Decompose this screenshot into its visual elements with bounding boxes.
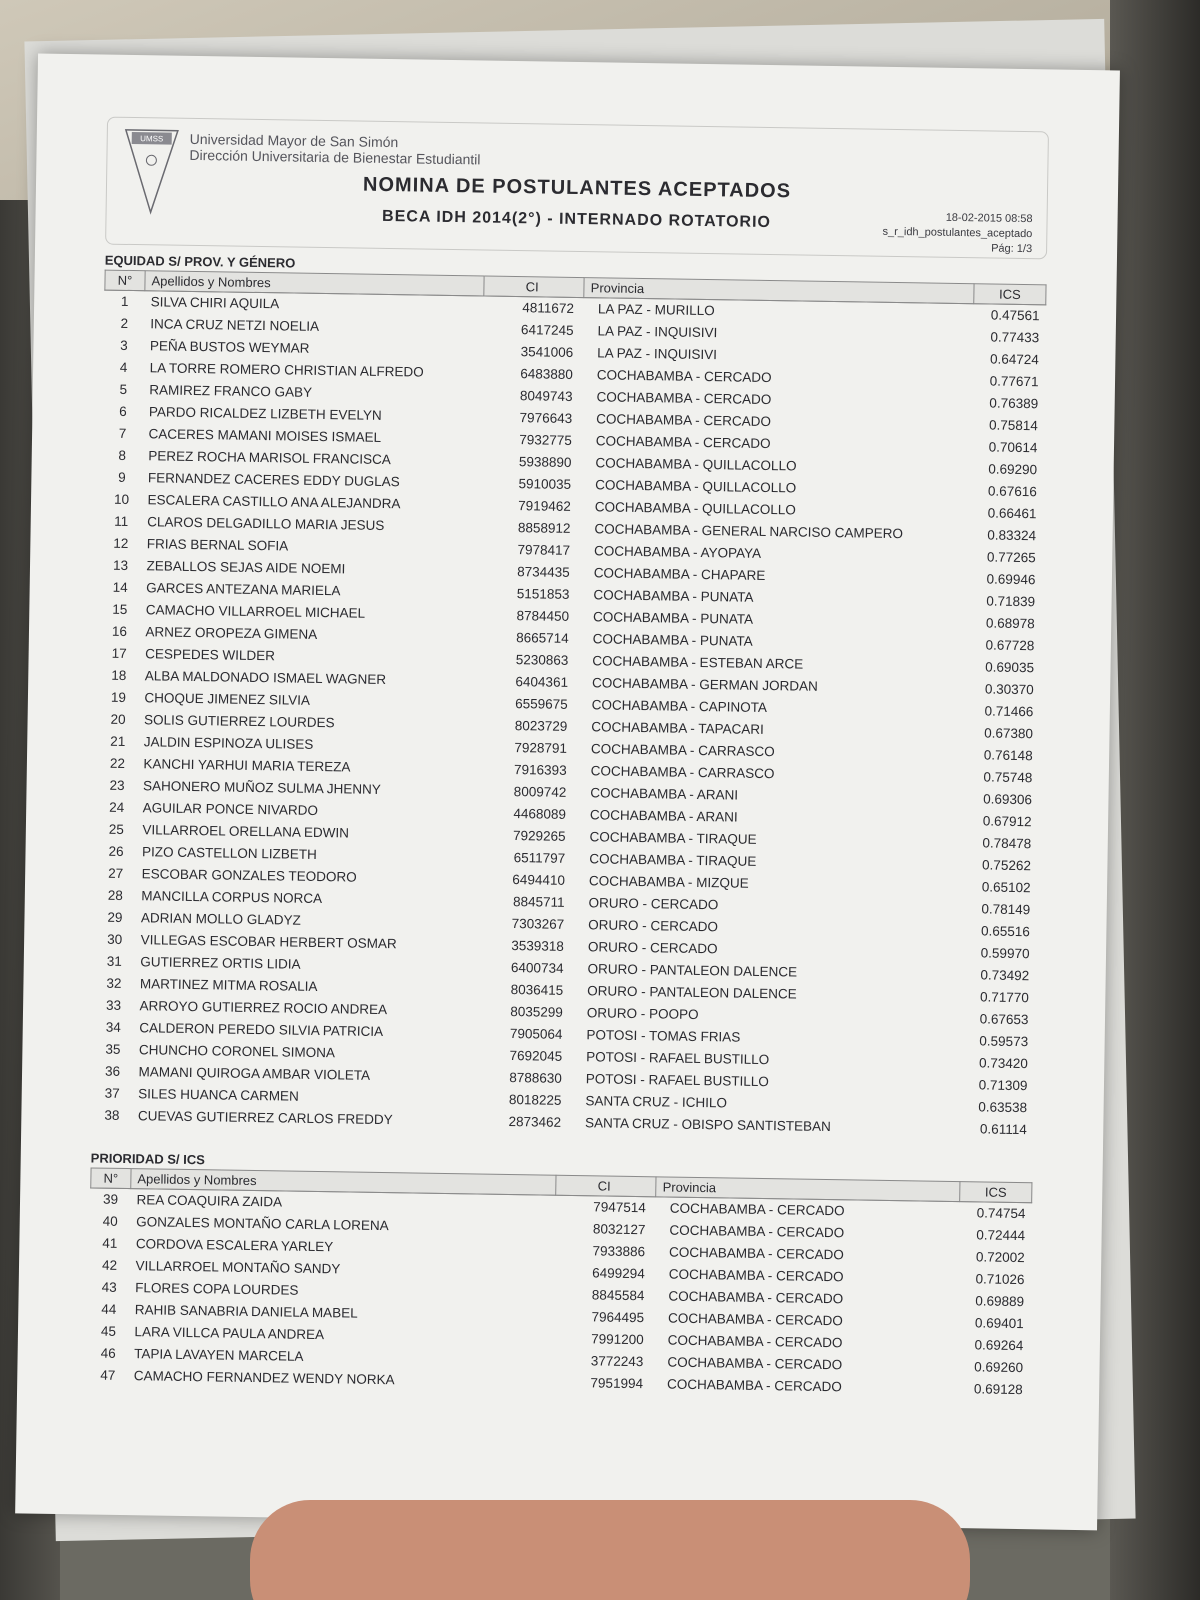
section-title: EQUIDAD S/ PROV. Y GÉNERO [104,252,296,271]
applicant-name: CAMACHO FERNANDEZ WENDY NORKA [133,1367,395,1387]
ics-value: 0.77671 [989,373,1039,390]
ics-value: 0.69264 [974,1336,1024,1353]
ics-value: 0.75748 [983,769,1033,786]
ics-value: 0.65516 [980,923,1031,940]
ci-number: 3772243 [590,1352,644,1369]
ci-number: 7978417 [517,542,571,558]
applicant-name: GUTIERREZ ORTIS LIDIA [140,954,301,972]
ics-value: 0.71770 [979,989,1029,1006]
province: COCHABAMBA - CHAPARE [593,565,766,583]
applicant-name: LARA VILLCA PAULA ANDREA [134,1323,325,1342]
ics-value: 0.69946 [986,571,1036,588]
ci-number: 7976643 [519,410,573,426]
ics-value: 0.76389 [989,395,1039,412]
ci-number: 5938890 [518,454,572,470]
ics-value: 0.65102 [981,879,1031,896]
province: COCHABAMBA - CERCADO [667,1310,843,1328]
province: ORURO - POOPO [586,1005,699,1022]
section-title: PRIORIDAD S/ ICS [90,1149,205,1167]
row-number: 43 [101,1279,117,1295]
province: COCHABAMBA - PUNATA [592,609,754,627]
applicant-name: AGUILAR PONCE NIVARDO [142,800,319,818]
ci-number: 8049743 [519,388,573,404]
row-number: 12 [113,535,129,551]
applicant-name: REA COAQUIRA ZAIDA [136,1191,283,1210]
ci-number: 7919462 [518,498,571,514]
sections-container [87,253,1047,1401]
row-number: 40 [102,1213,118,1229]
province: COCHABAMBA - CERCADO [667,1332,843,1350]
row-number: 5 [119,381,128,397]
applicant-name: JALDIN ESPINOZA ULISES [143,734,314,752]
province: ORURO - PANTALEON DALENCE [587,983,797,1002]
province: COCHABAMBA - QUILLACOLLO [595,455,797,474]
province: COCHABAMBA - CARRASCO [590,741,775,760]
applicant-name: GARCES ANTEZANA MARIELA [146,580,341,599]
ci-number: 8009742 [513,784,567,800]
applicant-name: CUEVAS GUTIERREZ CARLOS FREDDY [137,1108,393,1128]
province: POTOSI - RAFAEL BUSTILLO [586,1049,770,1068]
ics-value: 0.71026 [975,1270,1025,1287]
province: COCHABAMBA - CERCADO [596,367,772,386]
row-number: 28 [107,887,123,903]
row-number: 18 [111,667,127,683]
ics-value: 0.78478 [982,835,1032,852]
ics-value: 0.77265 [986,549,1036,566]
ics-value: 0.71309 [978,1077,1028,1094]
applicant-name: CACERES MAMANI MOISES ISMAEL [148,426,382,445]
applicant-name: PEREZ ROCHA MARISOL FRANCISCA [148,448,391,468]
province: COCHABAMBA - MIZQUE [588,873,749,891]
province: LA PAZ - INQUISIVI [597,345,718,363]
row-number: 6 [119,403,127,419]
ci-number: 8032127 [592,1220,646,1237]
ci-number: 8734435 [517,564,570,580]
ci-number: 8845711 [512,894,565,910]
applicant-name: ADRIAN MOLLO GLADYZ [140,910,301,928]
ics-value: 0.75814 [988,417,1038,434]
applicant-name: SILES HUANCA CARMEN [138,1086,299,1104]
ics-value: 0.67380 [984,725,1034,742]
province: COCHABAMBA - CERCADO [595,433,771,452]
logo-text: UMSS [140,134,164,144]
row-number: 11 [114,513,129,529]
applicants-table [91,270,1046,1141]
column-header-name: Apellidos y Nombres [131,1168,557,1195]
province: COCHABAMBA - AYOPAYA [593,543,762,561]
ics-value: 0.69889 [975,1292,1025,1309]
ics-value: 0.67616 [987,483,1037,500]
page-number: Pág: 1/3 [991,242,1033,256]
row-number: 33 [105,997,122,1013]
row-number: 24 [109,799,125,815]
province: COCHABAMBA - CERCADO [667,1354,843,1372]
applicant-name: CHUNCHO CORONEL SIMONA [138,1042,336,1061]
ci-number: 7964495 [591,1308,645,1325]
ics-value: 0.64724 [989,351,1039,368]
column-header-name: Apellidos y Nombres [145,271,485,296]
row-number: 29 [107,909,123,925]
column-header-ics: ICS [974,284,1046,305]
province: COCHABAMBA - CERCADO [669,1200,845,1219]
ci-number: 8018225 [508,1092,562,1108]
province: SANTA CRUZ - OBISPO SANTISTEBAN [585,1115,832,1135]
ci-number: 7947514 [593,1199,646,1215]
province: ORURO - CERCADO [588,917,719,935]
row-number: 14 [112,579,128,595]
applicant-name: CORDOVA ESCALERA YARLEY [135,1235,334,1254]
province: COCHABAMBA - CERCADO [596,411,772,430]
ics-value: 0.69128 [973,1380,1023,1397]
province: COCHABAMBA - CERCADO [669,1244,845,1262]
ics-value: 0.67653 [979,1011,1029,1028]
row-number: 19 [110,689,127,705]
column-header-province: Provincia [584,278,974,304]
applicant-name: FLORES COPA LOURDES [135,1279,299,1298]
row-number: 32 [106,975,122,991]
ics-value: 0.74754 [976,1205,1026,1221]
ci-number: 8665714 [516,630,569,646]
ci-number: 8845584 [591,1286,645,1303]
row-number: 13 [112,557,129,573]
row-number: 8 [118,447,127,463]
province: COCHABAMBA - CERCADO [666,1376,842,1394]
ics-value: 0.69306 [983,791,1033,808]
ci-number: 7692045 [509,1048,563,1064]
row-number: 7 [118,425,127,441]
province: COCHABAMBA - QUILLACOLLO [595,477,797,496]
ics-value: 0.75262 [982,857,1032,874]
ci-number: 5151853 [516,586,570,602]
province: COCHABAMBA - PUNATA [592,631,753,649]
ics-value: 0.59970 [980,945,1030,962]
ci-number: 7932775 [519,432,572,448]
row-number: 17 [111,645,127,661]
row-number: 15 [112,601,128,617]
ics-value: 0.72444 [976,1226,1026,1243]
ics-value: 0.69260 [974,1358,1024,1375]
row-number: 37 [104,1085,120,1101]
applicant-name: PARDO RICALDEZ LIZBETH EVELYN [148,404,382,423]
ci-number: 6559675 [515,696,568,712]
institution-block [189,131,480,168]
province: COCHABAMBA - CARRASCO [590,763,775,782]
ics-value: 0.76148 [983,747,1033,764]
ci-number: 7905064 [509,1026,563,1042]
applicant-name: LA TORRE ROMERO CHRISTIAN ALFREDO [149,360,424,380]
province: ORURO - PANTALEON DALENCE [587,961,798,980]
province: ORURO - CERCADO [588,895,719,913]
ics-value: 0.70614 [988,439,1038,456]
ci-number: 8036415 [510,982,564,998]
applicant-name: PEÑA BUSTOS WEYMAR [149,338,310,356]
hand-thumb [250,1500,970,1600]
column-header-ics: ICS [960,1181,1032,1202]
applicant-name: PIZO CASTELLON LIZBETH [141,844,317,862]
row-number: 45 [100,1323,117,1339]
row-number: 26 [108,843,124,859]
direction-name: Dirección Universitaria de Bienestar Estudiantil [189,146,481,168]
ics-value: 0.67912 [982,813,1032,830]
row-number: 10 [113,491,130,507]
applicant-name: MARTINEZ MITMA ROSALIA [139,976,318,995]
row-number: 3 [120,337,128,353]
applicant-name: CALDERON PEREDO SILVIA PATRICIA [139,1020,384,1040]
ics-value: 0.71466 [984,703,1034,720]
applicant-name: CESPEDES WILDER [145,646,276,664]
applicant-name: RAHIB SANABRIA DANIELA MABEL [134,1301,358,1321]
applicant-name: MANCILLA CORPUS NORCA [141,888,323,907]
province: COCHABAMBA - TIRAQUE [589,851,757,869]
province: COCHABAMBA - TIRAQUE [589,829,757,847]
row-number: 38 [104,1107,120,1123]
province: COCHABAMBA - CERCADO [668,1266,844,1284]
row-number: 31 [106,953,122,969]
print-date: 18-02-2015 08:58 [945,211,1033,226]
applicant-name: SILVA CHIRI AQUILA [150,294,280,312]
province: POTOSI - RAFAEL BUSTILLO [585,1071,769,1090]
row-number: 35 [105,1041,121,1057]
ci-number: 7929265 [512,828,566,844]
province: COCHABAMBA - CAPINOTA [591,697,768,716]
province: COCHABAMBA - GENERAL NARCISO CAMPERO [594,521,904,542]
ci-number: 6494410 [512,872,566,888]
ci-number: 7951994 [590,1374,644,1391]
row-number: 25 [108,821,125,837]
row-number: 9 [118,469,126,485]
province: COCHABAMBA - CERCADO [669,1222,845,1240]
province: SANTA CRUZ - ICHILO [585,1093,728,1111]
row-number: 2 [120,315,129,331]
row-number: 1 [120,294,129,310]
ci-number: 8788630 [509,1070,562,1086]
applicant-name: ALBA MALDONADO ISMAEL WAGNER [144,668,387,688]
ci-number: 3541006 [520,344,574,360]
row-number: 42 [101,1257,118,1273]
ics-value: 0.73420 [978,1055,1028,1072]
province: POTOSI - TOMAS FRIAS [586,1027,741,1045]
applicant-name: TAPIA LAVAYEN MARCELA [134,1345,304,1364]
province: COCHABAMBA - GERMAN JORDAN [591,675,818,694]
ci-number: 2873462 [508,1114,562,1130]
row-number: 39 [102,1191,119,1207]
province: LA PAZ - INQUISIVI [597,323,718,341]
ics-value: 0.83324 [987,527,1037,544]
province: ORURO - CERCADO [587,939,718,957]
university-name: Universidad Mayor de San Simón [189,130,399,151]
document-page [15,54,1120,1531]
applicant-name: VILLARROEL MONTAÑO SANDY [135,1257,341,1276]
report-code: s_r_idh_postulantes_aceptado [882,225,1033,241]
province: LA PAZ - MURILLO [597,301,715,319]
ci-number: 7991200 [591,1330,644,1347]
row-number: 16 [111,623,128,639]
column-header-ci: CI [484,276,584,298]
applicant-name: CHOQUE JIMENEZ SILVIA [144,690,311,708]
ci-number: 5230863 [515,652,569,668]
applicant-name: CLAROS DELGADILLO MARIA JESUS [147,514,385,533]
row-number: 22 [109,755,126,771]
ics-value: 0.69035 [985,659,1035,676]
document-title: NOMINA DE POSTULANTES ACEPTADOS [362,173,792,203]
row-number: 21 [110,733,126,749]
ci-number: 6400734 [510,960,564,976]
province: COCHABAMBA - QUILLACOLLO [594,499,796,518]
ci-number: 5910035 [518,476,572,492]
applicant-name: ZEBALLOS SEJAS AIDE NOEMI [146,558,346,577]
ci-number: 6404361 [515,674,569,690]
province: COCHABAMBA - PUNATA [593,587,754,605]
applicant-name: VILLEGAS ESCOBAR HERBERT OSMAR [140,932,397,952]
province: COCHABAMBA - ESTEBAN ARCE [592,653,804,672]
row-number: 27 [108,865,124,881]
applicant-name: RAMIREZ FRANCO GABY [149,382,313,400]
ics-value: 0.68978 [985,615,1035,632]
row-number: 34 [105,1019,121,1035]
column-header-province: Provincia [656,1176,960,1201]
ics-value: 0.69401 [974,1314,1024,1331]
row-number: 30 [107,931,123,947]
ics-value: 0.63538 [978,1099,1028,1116]
ics-value: 0.59573 [979,1033,1029,1050]
applicant-name: KANCHI YARHUI MARIA TEREZA [143,756,351,775]
column-header-num: N° [105,270,145,291]
applicant-name: MAMANI QUIROGA AMBAR VIOLETA [138,1064,371,1083]
applicant-name: FRIAS BERNAL SOFIA [146,536,289,554]
ics-value: 0.69290 [988,461,1038,478]
ci-number: 8035299 [510,1004,563,1020]
document-subtitle: BECA IDH 2014(2°) - INTERNADO ROTATORIO [381,207,772,232]
ci-number: 4468089 [513,806,567,822]
ci-number: 4811672 [522,300,575,317]
ci-number: 8784450 [516,608,570,624]
applicant-name: ARROYO GUTIERREZ ROCIO ANDREA [139,998,388,1018]
province: COCHABAMBA - TAPACARI [591,719,764,737]
column-header-num: N° [91,1167,131,1188]
applicant-name: CAMACHO VILLARROEL MICHAEL [145,602,366,621]
row-number: 44 [101,1301,117,1317]
row-number: 41 [102,1235,118,1251]
applicant-name: FERNANDEZ CACERES EDDY DUGLAS [147,470,400,490]
ics-value: 0.47561 [990,307,1040,324]
ics-value: 0.66461 [987,505,1037,522]
ics-value: 0.78149 [981,901,1031,918]
ics-value: 0.71839 [986,593,1036,610]
ics-value: 0.73492 [980,967,1030,984]
ci-number: 6483880 [520,366,573,382]
province: COCHABAMBA - ARANI [590,785,739,803]
applicant-name: ESCALERA CASTILLO ANA ALEJANDRA [147,492,401,512]
ics-value: 0.72002 [975,1248,1025,1265]
ci-number: 7928791 [514,740,568,756]
ci-number: 6417245 [520,322,574,338]
document-header [105,117,1049,260]
ics-value: 0.30370 [984,681,1034,698]
row-number: 23 [109,777,125,793]
row-number: 20 [110,711,126,727]
applicant-name: ARNEZ OROPEZA GIMENA [145,624,318,642]
ci-number: 7933886 [592,1242,646,1259]
row-number: 47 [100,1367,116,1383]
column-header-ci: CI [556,1175,656,1197]
row-number: 36 [104,1063,121,1079]
ics-value: 0.77433 [990,329,1040,346]
applicant-name: ESCOBAR GONZALES TEODORO [141,866,357,885]
ci-number: 8858912 [517,520,571,536]
applicant-name: SAHONERO MUÑOZ SULMA JHENNY [142,778,381,797]
applicant-name: GONZALES MONTAÑO CARLA LORENA [136,1213,389,1233]
ics-value: 0.61114 [979,1121,1027,1138]
applicant-name: VILLARROEL ORELLANA EDWIN [142,822,350,841]
ci-number: 6511797 [513,850,566,866]
ci-number: 3539318 [511,938,565,954]
applicant-name: SOLIS GUTIERREZ LOURDES [143,712,335,731]
ci-number: 6499294 [592,1264,645,1281]
ci-number: 7916393 [513,762,567,778]
applicants-table [87,1167,1032,1400]
applicant-name: INCA CRUZ NETZI NOELIA [150,316,320,334]
province: COCHABAMBA - CERCADO [596,389,772,408]
province: COCHABAMBA - ARANI [589,807,738,825]
ci-number: 7303267 [511,916,565,932]
ci-number: 8023729 [514,718,568,734]
document-meta [882,210,1033,257]
row-number: 46 [100,1345,116,1361]
province: COCHABAMBA - CERCADO [668,1288,844,1306]
row-number: 4 [119,359,128,375]
ics-value: 0.67728 [985,637,1035,654]
